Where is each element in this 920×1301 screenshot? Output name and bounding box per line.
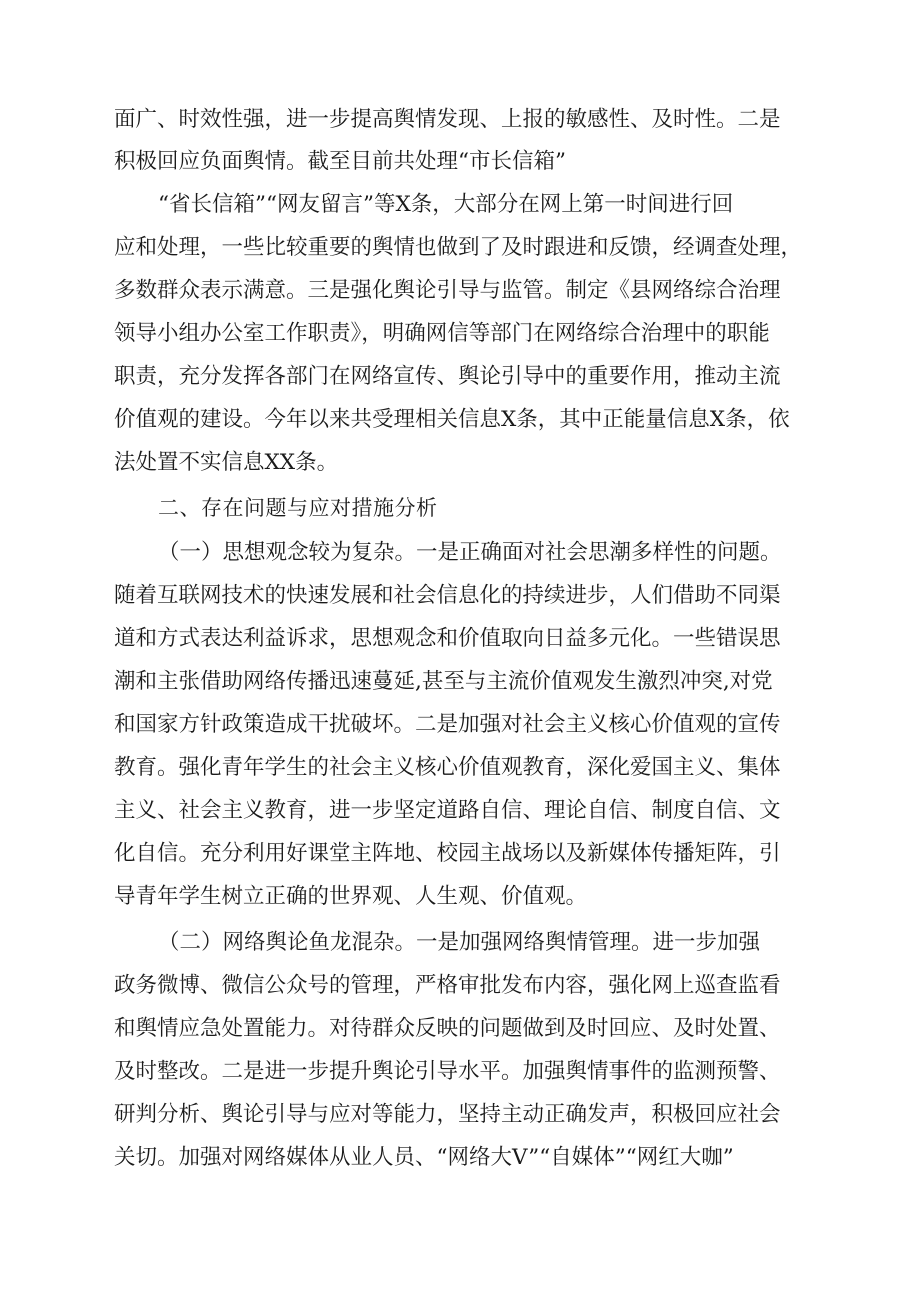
section-heading: 二、存在问题与应对措施分析	[158, 496, 438, 520]
body-text-line: 道和方式表达利益诉求，思想观念和价值取向日益多元化。一些错误思	[114, 626, 781, 651]
body-text-line: 化自信。充分利用好课堂主阵地、校园主战场以及新媒体传播矩阵，引	[114, 841, 781, 866]
body-text-line: 主义、社会主义教育，进一步坚定道路自信、理论自信、制度自信、文	[114, 798, 781, 823]
body-text-line: “省长信箱”“网友留言”等X条，大部分在网上第一时间进行回	[158, 192, 734, 217]
body-text-line: 多数群众表示满意。三是强化舆论引导与监管。制定《县网络综合治理	[114, 278, 781, 303]
body-text-line: 及时整改。二是进一步提升舆论引导水平。加强舆情事件的监测预警、	[114, 1059, 781, 1084]
body-text-line: 关切。加强对网络媒体从业人员、“网络大V”“自媒体”“网红大咖”	[114, 1145, 734, 1170]
body-text-line: 随着互联网技术的快速发展和社会信息化的持续进步，人们借助不同渠	[114, 583, 781, 608]
body-text-line: 法处置不实信息XX条。	[114, 450, 339, 475]
body-text-line: 职责，充分发挥各部门在网络宣传、舆论引导中的重要作用，推动主流	[114, 364, 781, 389]
body-text-line: 潮和主张借助网络传播迅速蔓延,甚至与主流价值观发生激烈冲突,对党	[114, 669, 773, 694]
body-text-line: 面广、时效性强，进一步提高舆情发现、上报的敏感性、及时性。二是	[114, 107, 781, 132]
body-text-line: 应和处理，一些比较重要的舆情也做到了及时跟进和反馈，经调查处理，	[114, 235, 803, 260]
body-text-line: 价值观的建设。今年以来共受理相关信息X条，其中正能量信息X条，依	[114, 407, 790, 432]
body-text-line: 政务微博、微信公众号的管理，严格审批发布内容，强化网上巡查监看	[114, 973, 781, 998]
body-text-line: 教育。强化青年学生的社会主义核心价值观教育，深化爱国主义、集体	[114, 755, 781, 780]
body-text-line: 导青年学生树立正确的世界观、人生观、价值观。	[114, 884, 588, 909]
body-text-line: 积极回应负面舆情。截至目前共处理“市长信箱”	[114, 149, 566, 174]
body-text-line: （二）网络舆论鱼龙混杂。一是加强网络舆情管理。进一步加强	[158, 930, 761, 955]
body-text-line: 和舆情应急处置能力。对待群众反映的问题做到及时回应、及时处置、	[114, 1016, 781, 1041]
body-text-line: （一）思想观念较为复杂。一是正确面对社会思潮多样性的问题。	[158, 540, 782, 565]
body-text-line: 领导小组办公室工作职责》，明确网信等部门在网络综合治理中的职能	[114, 321, 770, 346]
body-text-line: 和国家方针政策造成干扰破坏。二是加强对社会主义核心价值观的宣传	[114, 712, 781, 737]
body-text-line: 研判分析、舆论引导与应对等能力，坚持主动正确发声，积极回应社会	[114, 1102, 781, 1127]
